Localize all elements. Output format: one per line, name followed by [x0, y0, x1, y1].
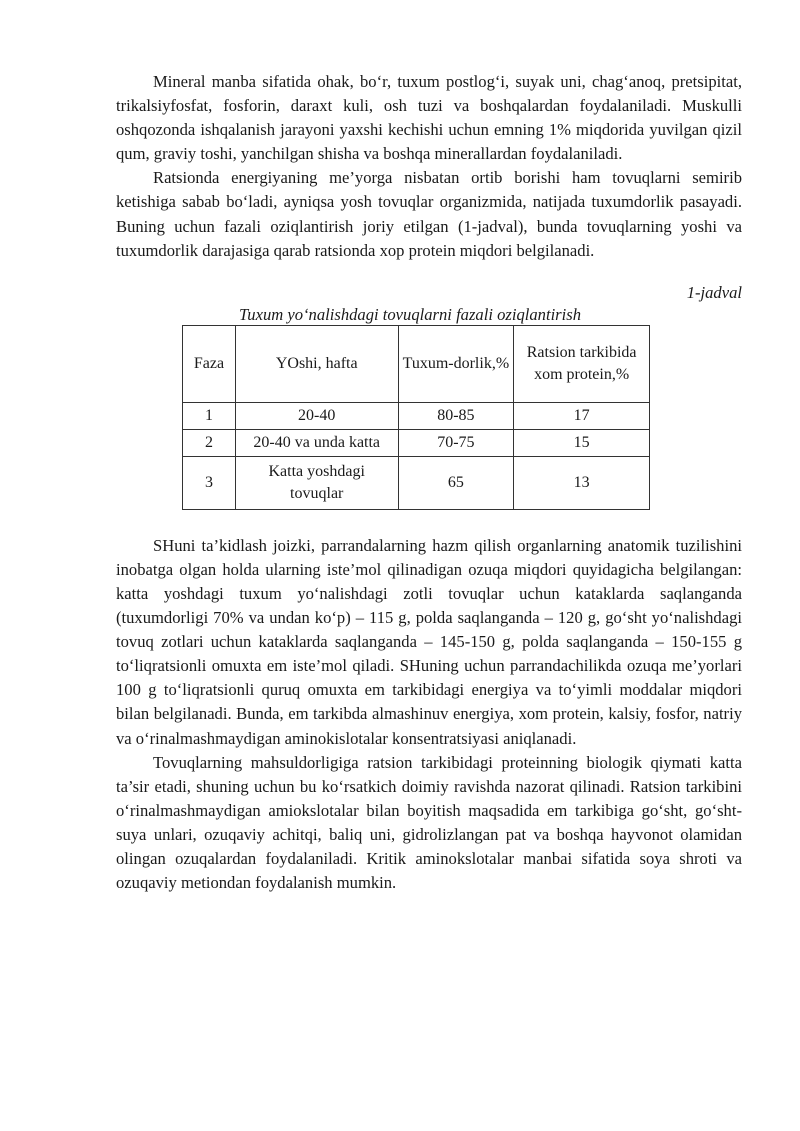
- cell-age: 20-40: [235, 402, 398, 429]
- paragraph-protein-value: Tovuqlarning mahsuldorligiga ratsion tarkibidagi proteinning biologik qiymati katta ta’sir etadi, shuning uchun bu koʻrsatkich doimiy ravishda nazorat qilinadi. Ratsion tarkibini oʻrinalmashmaydigan amiokslotalar bilan boyitish maqsadida em tarkibiga goʻsht, goʻsht-suya unlari, ozuqaviy achitqi, baliq uni, gidrolizlangan pat va boshqa hayvonot olamidan olingan ozuqalardan foydalaniladi. Kritik aminokslotalar manbai sifatida soya shroti va ozuqaviy metiondan foydalanish mumkin.: [116, 752, 742, 893]
- paragraph-minerals: Mineral manba sifatida ohak, boʻr, tuxum postlogʻi, suyak uni, chagʻanoq, pretsipitat, trikalsiyfosfat, fosforin, daraxt kuli, osh tuzi va boshqalardan foydalaniladi. Muskulli oshqozonda ishqalanish jarayoni yaxshi kechishi uchun emning 1% miqdorida yuvilgan qizil qum, graviy toshi, yanchilgan shisha va boshqa minerallardan foydalaniladi.: [116, 72, 742, 164]
- header-age: YOshi, hafta: [235, 325, 398, 402]
- table-number: 1-jadval: [686, 282, 742, 302]
- header-crude-protein: Ratsion tarkibida xom protein,%: [514, 325, 650, 402]
- paragraph-energy: Ratsionda energiyaning me’yorga nisbatan ortib borishi ham tovuqlarni semirib ketishiga sabab boʻladi, ayniqsa yosh tovuqlar organizmida, natijada tuxumdorlik pasayadi. Buning uchun fazali oziqlantirish joriy etilgan (1-jadval), bunda tovuqlarning yoshi va tuxumdorlik darajasiga qarab ratsionda xop protein miqdori belgilanadi.: [116, 168, 742, 260]
- header-egg-production: Tuxum-dorlik,%: [398, 325, 514, 402]
- table-header-row: [183, 325, 650, 402]
- cell-crude-protein: 15: [514, 429, 650, 456]
- cell-age: Katta yoshdagi tovuqlar: [235, 456, 398, 509]
- cell-egg-production: 65: [398, 456, 514, 509]
- phase-feeding-table: [182, 325, 650, 510]
- cell-egg-production: 70-75: [398, 429, 514, 456]
- cell-phase: 2: [183, 429, 236, 456]
- header-phase: Faza: [183, 325, 236, 402]
- table-title: Tuxum yoʻnalishdagi tovuqlarni fazali oziqlantirish: [238, 304, 582, 324]
- cell-egg-production: 80-85: [398, 402, 514, 429]
- table-row: [183, 402, 650, 429]
- cell-crude-protein: 13: [514, 456, 650, 509]
- cell-age: 20-40 va unda katta: [235, 429, 398, 456]
- table-row: [183, 456, 650, 509]
- cell-crude-protein: 17: [514, 402, 650, 429]
- paragraph-feed-norms: SHuni ta’kidlash joizki, parrandalarning hazm qilish organlarning anatomik tuzilishini inobatga olgan holda ularning iste’mol qilinadigan ozuqa miqdori quyidagicha belgilangan: katta yoshdagi tuxum yoʻnalishdagi zotli tovuqlar uchun kataklarda saqlanganda (tuxumdorligi 70% va undan koʻp) – 115 g, polda saqlanganda – 120 g, goʻsht yoʻnalishdagi tovuq zotlari uchun kataklarda saqlanganda – 145-150 g, polda saqlanganda – 150-155 g toʻliqratsionli omuxta em iste’mol qiladi. SHuning uchun parrandachilikda ozuqa me’yorlari 100 g toʻliqratsionli quruq omuxta em tarkibidagi energiya va toʻyimli moddalar miqdori bilan belgilanadi. Bunda, em tarkibda almashinuv energiya, xom protein, kalsiy, fosfor, natriy va oʻrinalmashmaydigan aminokislotalar konsentratsiyasi aniqlanadi.: [116, 535, 742, 748]
- cell-phase: 3: [183, 456, 236, 509]
- cell-phase: 1: [183, 402, 236, 429]
- document-page: [116, 70, 742, 895]
- table-row: [183, 429, 650, 456]
